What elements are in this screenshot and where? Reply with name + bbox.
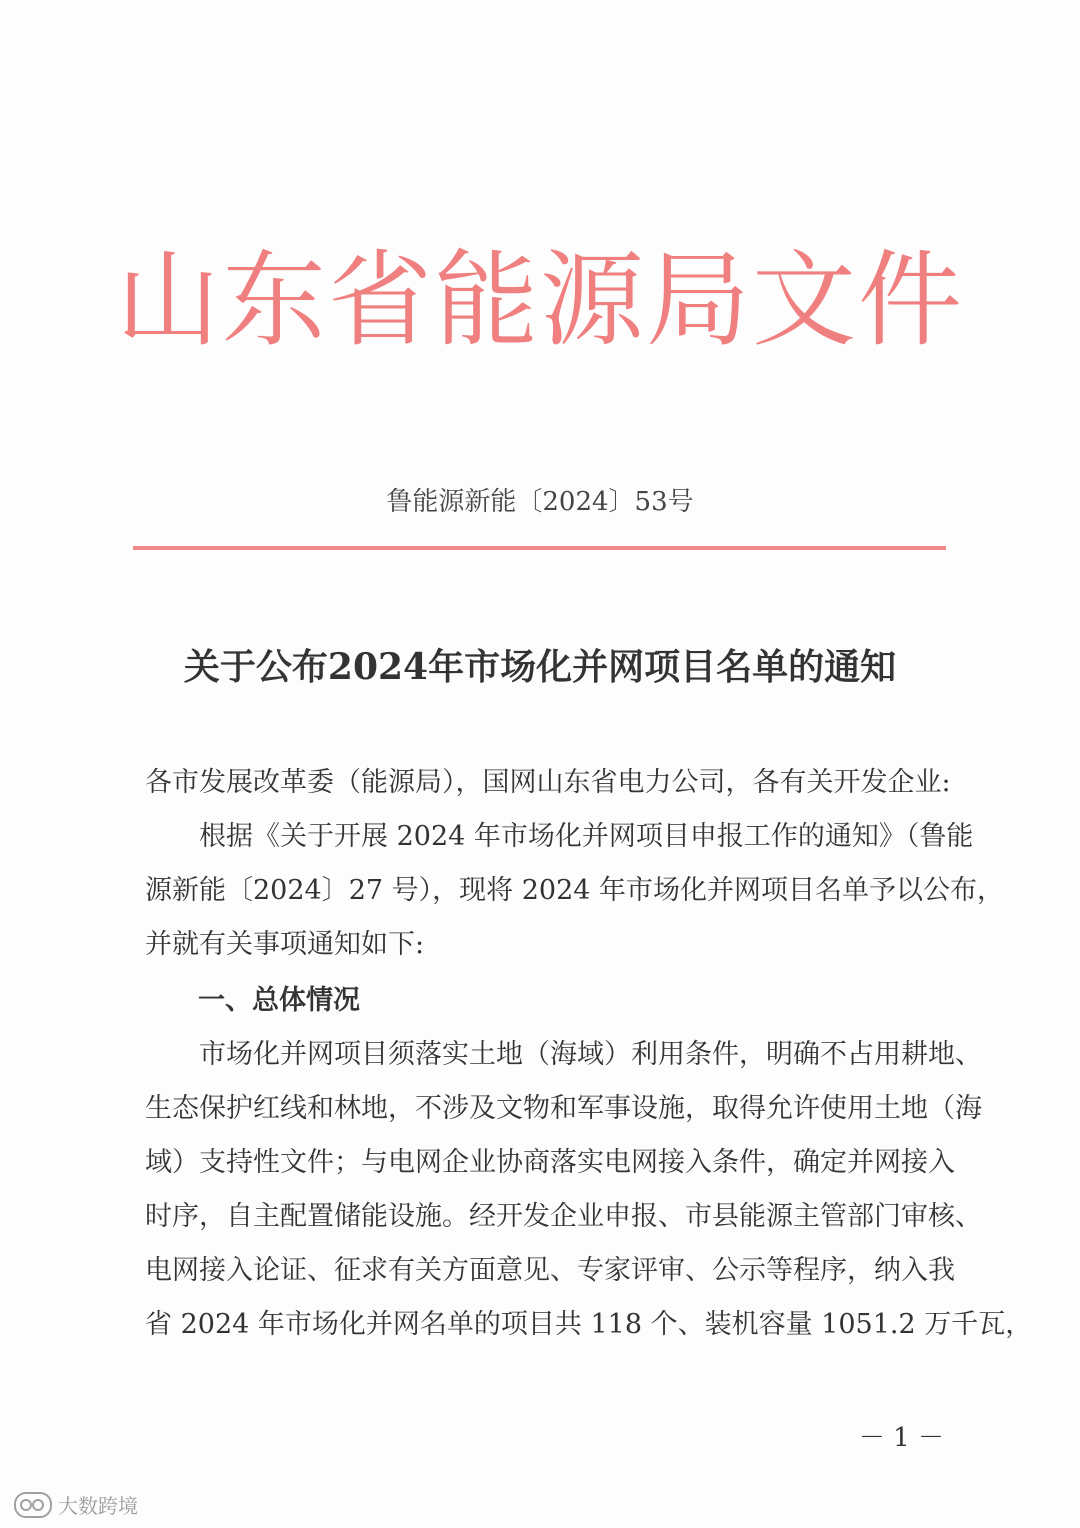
watermark-text: 大数跨境	[58, 1494, 138, 1518]
watermark	[14, 1490, 138, 1519]
intro-line: 源新能〔2024〕27 号），现将 2024 年市场化并网项目名单予以公布，	[145, 875, 1005, 906]
red-divider-line	[133, 546, 946, 550]
issuing-authority-header: 山东省能源局文件	[115, 239, 964, 361]
intro-line: 并就有关事项通知如下:	[145, 929, 425, 960]
overview-line: 省 2024 年市场化并网名单的项目共 118 个、装机容量 1051.2 万千瓦，	[145, 1309, 1033, 1340]
addressee-line: 各市发展改革委（能源局），国网山东省电力公司，各有关开发企业:	[145, 767, 951, 798]
overview-line: 域）支持性文件；与电网企业协商落实电网接入条件，确定并网接入	[145, 1147, 955, 1178]
overview-line: 时序，自主配置储能设施。经开发企业申报、市县能源主管部门审核、	[145, 1201, 982, 1232]
overview-line: 市场化并网项目须落实土地（海域）利用条件，明确不占用耕地、	[199, 1039, 982, 1070]
intro-paragraph	[145, 810, 1005, 972]
overview-line: 生态保护红线和林地，不涉及文物和军事设施，取得允许使用土地（海	[145, 1093, 982, 1124]
page-number: － 1 －	[858, 1423, 944, 1453]
document-number: 鲁能源新能〔2024〕53号	[386, 487, 694, 517]
section-heading-overview: 一、总体情况	[198, 985, 360, 1016]
overview-paragraph	[145, 1028, 1033, 1352]
overview-line: 电网接入论证、征求有关方面意见、专家评审、公示等程序，纳入我	[145, 1255, 955, 1286]
watermark-logo-icon	[14, 1492, 52, 1518]
intro-line: 根据《关于开展 2024 年市场化并网项目申报工作的通知》（鲁能	[199, 821, 974, 852]
notice-title: 关于公布2024年市场化并网项目名单的通知	[183, 646, 897, 688]
